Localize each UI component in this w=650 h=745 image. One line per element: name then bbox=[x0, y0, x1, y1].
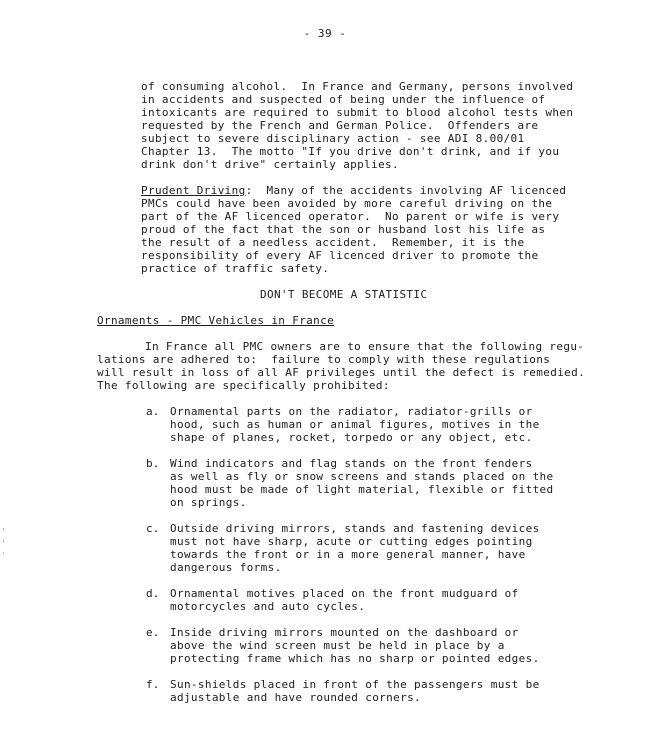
item-label: a. bbox=[146, 405, 160, 418]
item-line: protecting frame which has no sharp or pointed edges. bbox=[170, 652, 540, 665]
page-number: - 39 - bbox=[303, 27, 347, 40]
item-line: shape of planes, rocket, torpedo or any object, etc. bbox=[170, 431, 533, 444]
item-label: b. bbox=[146, 457, 160, 470]
item-line: Ornamental parts on the radiator, radiator-grills or bbox=[170, 405, 533, 418]
item-line: as well as fly or snow screens and stands placed on the bbox=[170, 470, 554, 483]
para1-line: requested by the French and German Police. Offenders are bbox=[141, 119, 539, 132]
item-line: above the wind screen must be held in place by a bbox=[170, 639, 505, 652]
prudent-line: responsibility of every AF licenced driver to promote the bbox=[141, 249, 539, 262]
item-line: Inside driving mirrors mounted on the dashboard or bbox=[170, 626, 519, 639]
prudent-line: PMCs could have been avoided by more careful driving on the bbox=[141, 197, 553, 210]
item-label: d. bbox=[146, 587, 160, 600]
item-line: towards the front or in a more general manner, have bbox=[170, 548, 526, 561]
intro-line: lations are adhered to: failure to comply with these regulations bbox=[97, 353, 551, 366]
prudent-line: proud of the fact that the son or husband lost his life as bbox=[141, 223, 546, 236]
slogan: DON'T BECOME A STATISTIC bbox=[260, 288, 428, 301]
item-line: adjustable and have rounded corners. bbox=[170, 691, 422, 704]
prudent-first-rest: : Many of the accidents involving AF licenced bbox=[245, 184, 567, 197]
item-label: c. bbox=[146, 522, 160, 535]
scan-mark bbox=[3, 552, 4, 554]
item-line: Sun-shields placed in front of the passengers must be bbox=[170, 678, 540, 691]
section-heading: Ornaments - PMC Vehicles in France bbox=[97, 314, 335, 327]
para1-line: drink don't drive" certainly applies. bbox=[141, 158, 399, 171]
item-line: on springs. bbox=[170, 496, 247, 509]
intro-line: The following are specifically prohibited: bbox=[97, 379, 390, 392]
item-line: Wind indicators and flag stands on the front fenders bbox=[170, 457, 533, 470]
intro-line: In France all PMC owners are to ensure that the following regu- bbox=[145, 340, 585, 353]
item-line: hood must be made of light material, flexible or fitted bbox=[170, 483, 554, 496]
item-line: motorcycles and auto cycles. bbox=[170, 600, 366, 613]
item-label: e. bbox=[146, 626, 160, 639]
para1-line: intoxicants are required to submit to blood alcohol tests when bbox=[141, 106, 574, 119]
prudent-line: the result of a needless accident. Remember, it is the bbox=[141, 236, 525, 249]
prudent-line: part of the AF licenced operator. No parent or wife is very bbox=[141, 210, 560, 223]
para1-line: of consuming alcohol. In France and Germany, persons involved bbox=[141, 80, 574, 93]
para1-line: Chapter 13. The motto "If you drive don't drink, and if you bbox=[141, 145, 560, 158]
prudent-heading: Prudent Driving bbox=[141, 184, 246, 197]
intro-line: will result in loss of all AF privileges until the defect is remedied. bbox=[97, 366, 586, 379]
item-line: Ornamental motives placed on the front mudguard of bbox=[170, 587, 519, 600]
para1-line: subject to severe disciplinary action - see ADI 8.00/01 bbox=[141, 132, 525, 145]
scan-mark bbox=[3, 528, 4, 531]
item-line: must not have sharp, acute or cutting edges pointing bbox=[170, 535, 533, 548]
para1-line: in accidents and suspected of being under the influence of bbox=[141, 93, 546, 106]
scan-mark bbox=[3, 540, 4, 543]
prudent-first-line bbox=[141, 184, 566, 197]
item-line: hood, such as human or animal figures, motives in the bbox=[170, 418, 540, 431]
item-line: dangerous forms. bbox=[170, 561, 282, 574]
prudent-line: practice of traffic safety. bbox=[141, 262, 330, 275]
item-label: f. bbox=[146, 678, 160, 691]
item-line: Outside driving mirrors, stands and fastening devices bbox=[170, 522, 540, 535]
